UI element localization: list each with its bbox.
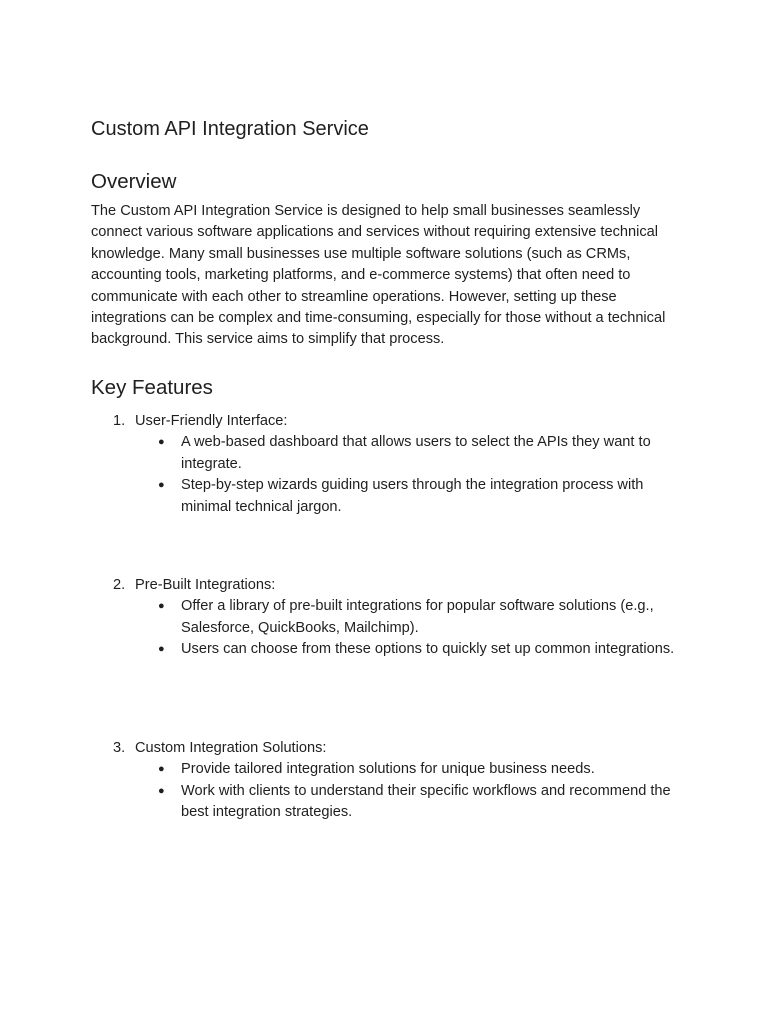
feature-bullet xyxy=(91,759,686,780)
feature-number: 1. xyxy=(113,413,126,429)
feature-label: User-Friendly Interface: xyxy=(135,413,288,429)
bullet-text: Offer a library of pre-built integrations for popular software solutions (e.g., Salesforce, QuickBooks, Mailchimp). xyxy=(181,598,654,636)
feature-bullet xyxy=(91,781,686,824)
bullet-text: Users can choose from these options to quickly set up common integrations. xyxy=(181,641,675,658)
bullet-icon: ● xyxy=(158,479,165,492)
feature-label: Pre-Built Integrations: xyxy=(135,577,276,593)
feature-bullet xyxy=(91,475,686,518)
bullet-icon: ● xyxy=(158,436,165,449)
feature-header xyxy=(91,575,691,596)
overview-paragraph: The Custom API Integration Service is designed to help small businesses seamlessly connect various software applications and services without requiring extensive technical knowledge. Many small businesses use multiple software solutions (such as CRMs, accounting tools, marketing platforms, and e-commerce systems) that often need to communicate with each other to streamline operations. However, setting up these integrations can be complex and time-consuming, especially for those without a technical background. This service aims to simplify that process. xyxy=(91,203,666,348)
bullet-text: Provide tailored integration solutions for unique business needs. xyxy=(181,761,595,778)
bullet-icon: ● xyxy=(158,763,165,776)
feature-bullet xyxy=(91,639,686,660)
feature-header xyxy=(91,411,691,432)
feature-bullet xyxy=(91,432,686,475)
feature-bullet xyxy=(91,596,686,639)
feature-item-custom-integration-solutions xyxy=(91,738,691,824)
feature-header xyxy=(91,738,691,759)
feature-bullet-list xyxy=(91,432,691,518)
feature-number: 3. xyxy=(113,740,126,756)
bullet-text: Step-by-step wizards guiding users through the integration process with minimal technical jargon. xyxy=(181,477,644,515)
bullet-text: Work with clients to understand their specific workflows and recommend the best integration strategies. xyxy=(181,782,671,821)
key-features-heading: Key Features xyxy=(91,376,213,399)
document-title: Custom API Integration Service xyxy=(91,118,369,140)
feature-label: Custom Integration Solutions: xyxy=(135,740,327,756)
feature-bullet-list xyxy=(91,759,691,823)
bullet-icon: ● xyxy=(158,600,165,613)
bullet-icon: ● xyxy=(158,784,165,797)
feature-item-user-friendly-interface xyxy=(91,411,691,518)
bullet-icon: ● xyxy=(158,643,165,656)
feature-bullet-list xyxy=(91,596,691,660)
feature-number: 2. xyxy=(113,577,126,593)
overview-heading: Overview xyxy=(91,170,177,193)
feature-item-pre-built-integrations xyxy=(91,575,691,661)
bullet-text: A web-based dashboard that allows users to select the APIs they want to integrate. xyxy=(181,434,651,472)
